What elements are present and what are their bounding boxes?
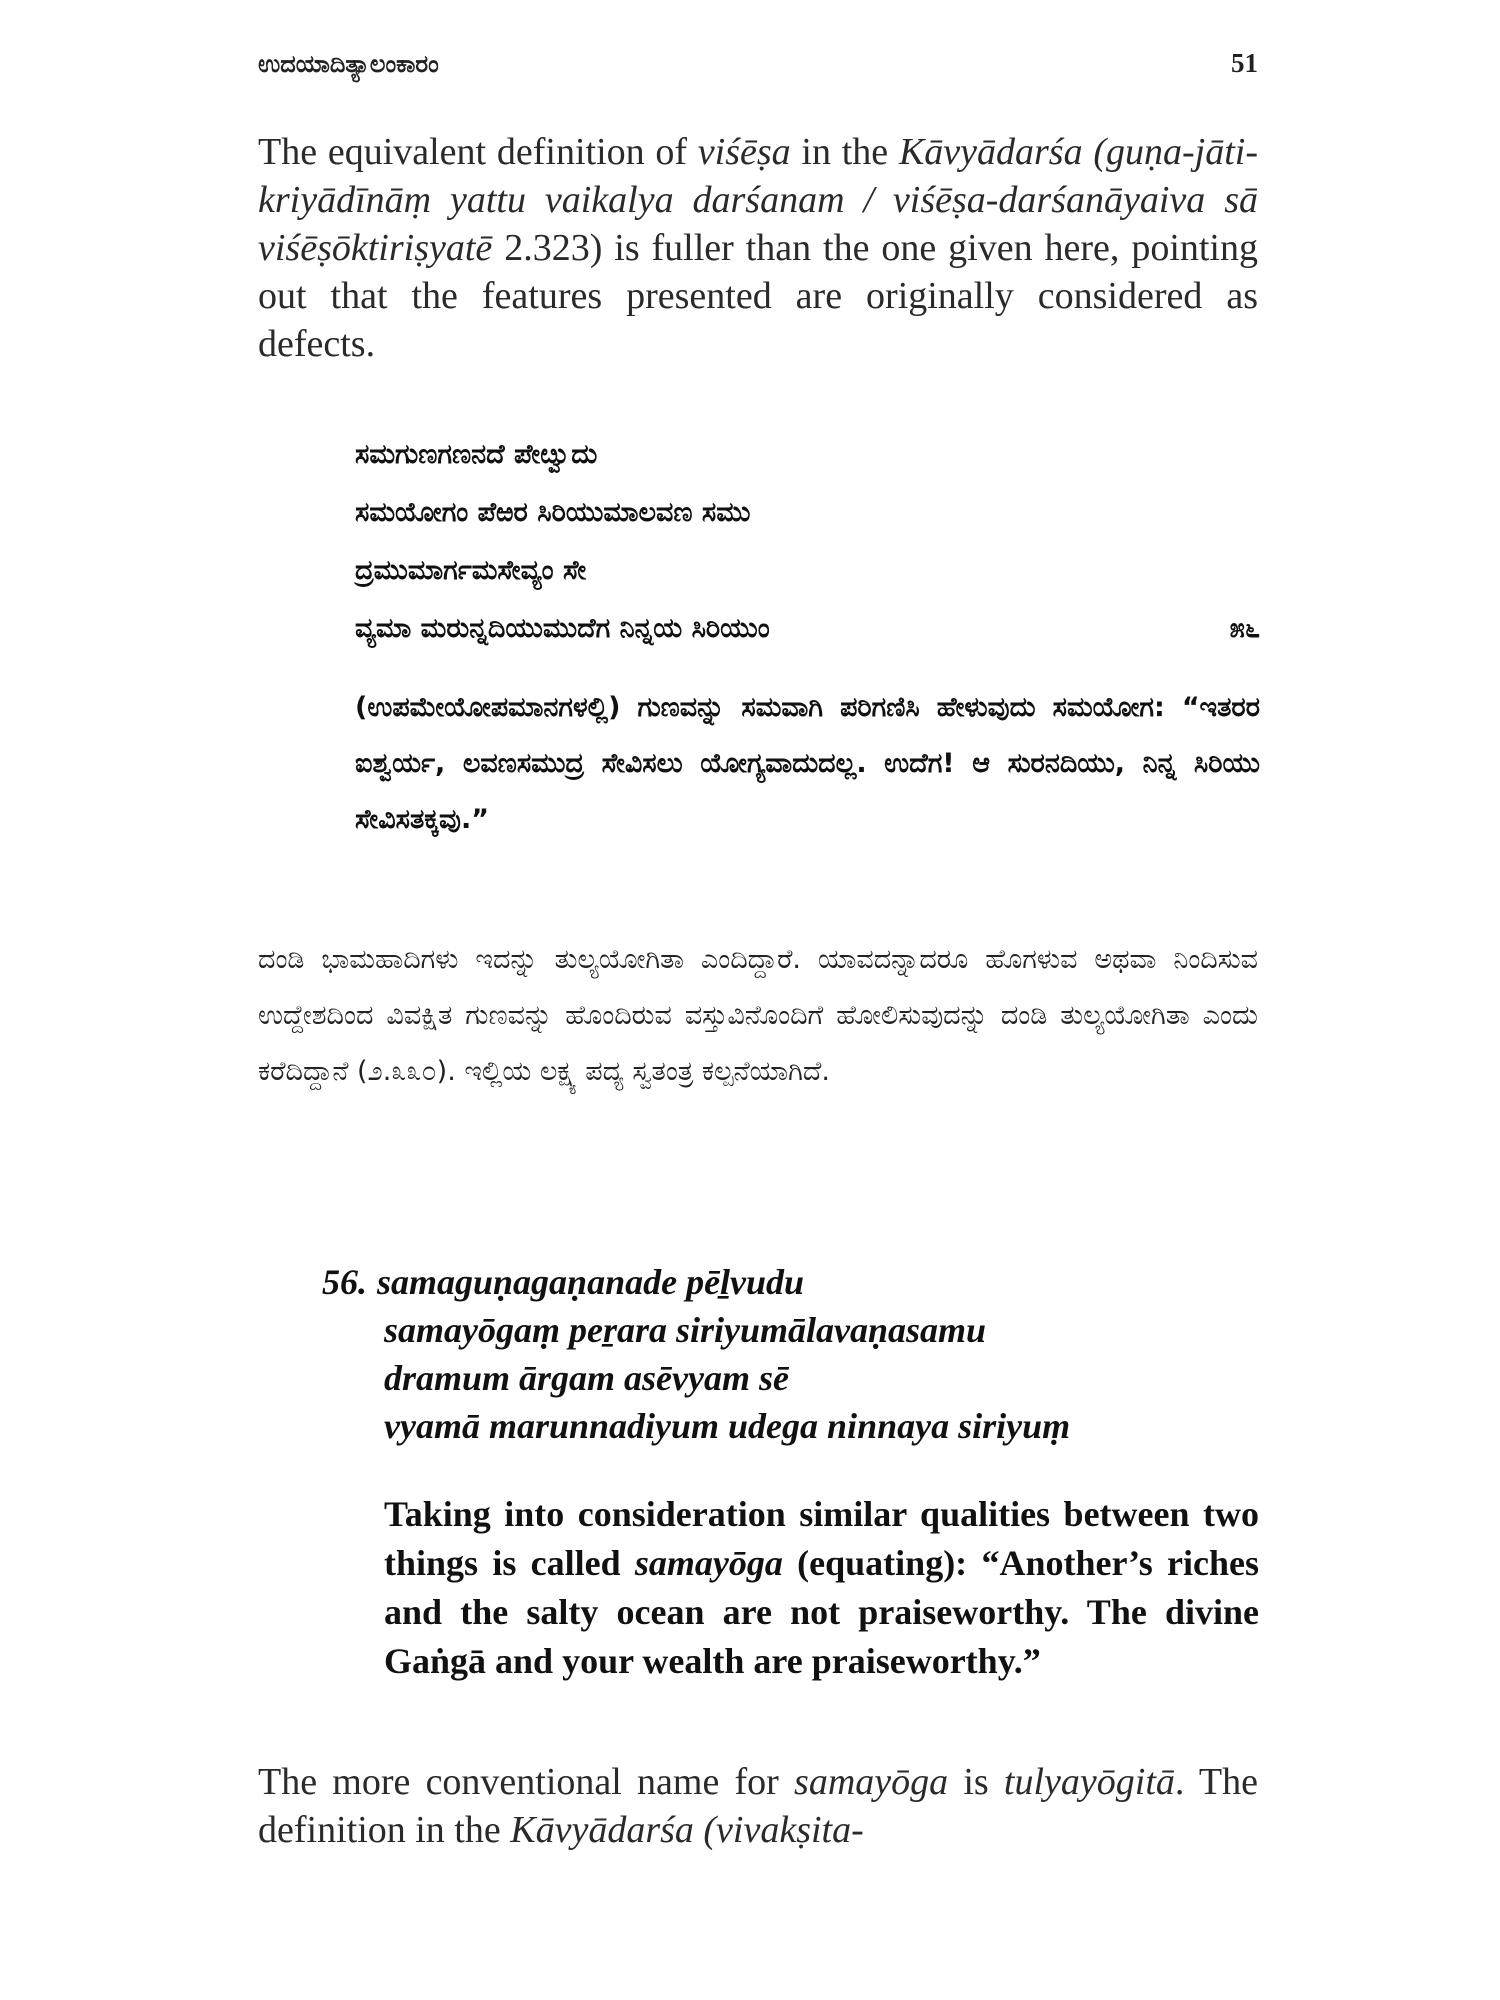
intro-text-1: The equivalent definition of bbox=[258, 131, 698, 173]
verse-line: ಸಮಯೋಗಂ ಪೆಱರ ಸಿರಿಯುಮಾಲವಣ ಸಮು bbox=[355, 497, 751, 528]
verse-line: ವ್ಯಮಾ ಮರುನ್ನದಿಯುಮುದೆಗ ನಿನ್ನಯ ಸಿರಿಯುಂ bbox=[355, 613, 770, 644]
translation-text-2: (equating): “Another’s riches and the salty ocean are not praiseworthy. The divine Gaṅgā and your wealth are praiseworthy.” bbox=[384, 1543, 1259, 1681]
closing-text-2: is bbox=[948, 1761, 1004, 1803]
translation-term-samayoga: samayōga bbox=[634, 1543, 783, 1583]
closing-term-kavyadarsa: Kāvyādarśa (vivakṣita- bbox=[510, 1809, 864, 1851]
verse-number: ೫೬ bbox=[1229, 613, 1260, 644]
translit-line: dramum ārgam asēvyam sē bbox=[384, 1358, 789, 1398]
translit-line: samayōgaṃ peṟara siriyumālavaṇasamu bbox=[384, 1310, 987, 1350]
kannada-gloss: (ಉಪಮೇಯೋಪಮಾನಗಳಲ್ಲಿ) ಗುಣವನ್ನು ಸಮವಾಗಿ ಪರಿಗಣಿಸಿ ಹೇಳುವುದು ಸಮಯೋಗ: “ಇತರರ ಐಶ್ವರ್ಯ, ಲವಣಸಮುದ್ರ ಸೇವಿಸಲು ಯೋಗ್ಯವಾದುದಲ್ಲ. ಉದೆಗ! ಆ ಸುರನದಿಯು, ನಿನ್ನ ಸಿರಿಯು ಸೇವಿಸತಕ್ಕವು.” bbox=[355, 692, 1260, 835]
verse-number-latin: 56. bbox=[322, 1262, 367, 1302]
verse-translation bbox=[384, 1490, 1259, 1686]
running-title: ಉದಯಾದಿತ್ಯಾಲಂಕಾರಂ bbox=[258, 50, 439, 78]
translation-text-1: Taking into consideration similar qualities between two things is called bbox=[384, 1494, 1259, 1583]
intro-paragraph bbox=[258, 128, 1258, 368]
translit-line: samaguṇagaṇanade pēḻvudu bbox=[377, 1262, 805, 1302]
page-number: 51 bbox=[1231, 48, 1258, 78]
kannada-verse bbox=[355, 426, 1260, 658]
verse-transliteration bbox=[322, 1258, 1262, 1450]
closing-paragraph bbox=[258, 1758, 1258, 1854]
verse-line: ದ್ರಮುಮಾರ್ಗಮಸೇವ್ಯಂ ಸೇ bbox=[355, 555, 587, 586]
closing-term-tulyayogita: tulyayōgitā bbox=[1003, 1761, 1175, 1803]
intro-term-visesa: viśēṣa bbox=[697, 131, 791, 173]
intro-text-2: in the bbox=[790, 131, 899, 173]
running-header bbox=[258, 48, 1258, 79]
closing-term-samayoga: samayōga bbox=[794, 1761, 949, 1803]
closing-text-3: . The definition in the bbox=[258, 1761, 1258, 1851]
verse-line: ಸಮಗುಣಗಣನದೆ ಪೇೞ್ವುದು bbox=[355, 439, 598, 470]
closing-text-1: The more conventional name for bbox=[258, 1761, 795, 1803]
intro-text-3: 2.323) is fuller than the one given here, pointing out that the features presented are originally considered as defects. bbox=[258, 227, 1258, 365]
intro-quote-kavyadarsa: Kāvyādarśa (guṇa-jāti-kriyādīnāṃ yattu vaikalya darśanam / viśēṣa-darśanāyaiva sā viśēṣōktiriṣyatē bbox=[258, 131, 1258, 269]
translit-line: vyamā marunnadiyum udega ninnaya siriyuṃ bbox=[384, 1406, 1071, 1446]
kannada-commentary: ದಂಡಿ ಭಾಮಹಾದಿಗಳು ಇದನ್ನು ತುಲ್ಯಯೋಗಿತಾ ಎಂದಿದ್ದಾರೆ. ಯಾವದನ್ನಾದರೂ ಹೊಗಳುವ ಅಥವಾ ನಿಂದಿಸುವ ಉದ್ದೇಶದಿಂದ ವಿವಕ್ಷಿತ ಗುಣವನ್ನು ಹೊಂದಿರುವ ವಸ್ತುವಿನೊಂದಿಗೆ ಹೋಲಿಸುವುದನ್ನು ದಂಡಿ ತುಲ್ಯಯೋಗಿತಾ ಎಂದು ಕರೆದಿದ್ದಾನೆ (೨.೩೩೦). ಇಲ್ಲಿಯ ಲಕ್ಷ್ಯ ಪದ್ಯ ಸ್ವತಂತ್ರ ಕಲ್ಪನೆಯಾಗಿದೆ. bbox=[258, 944, 1258, 1087]
